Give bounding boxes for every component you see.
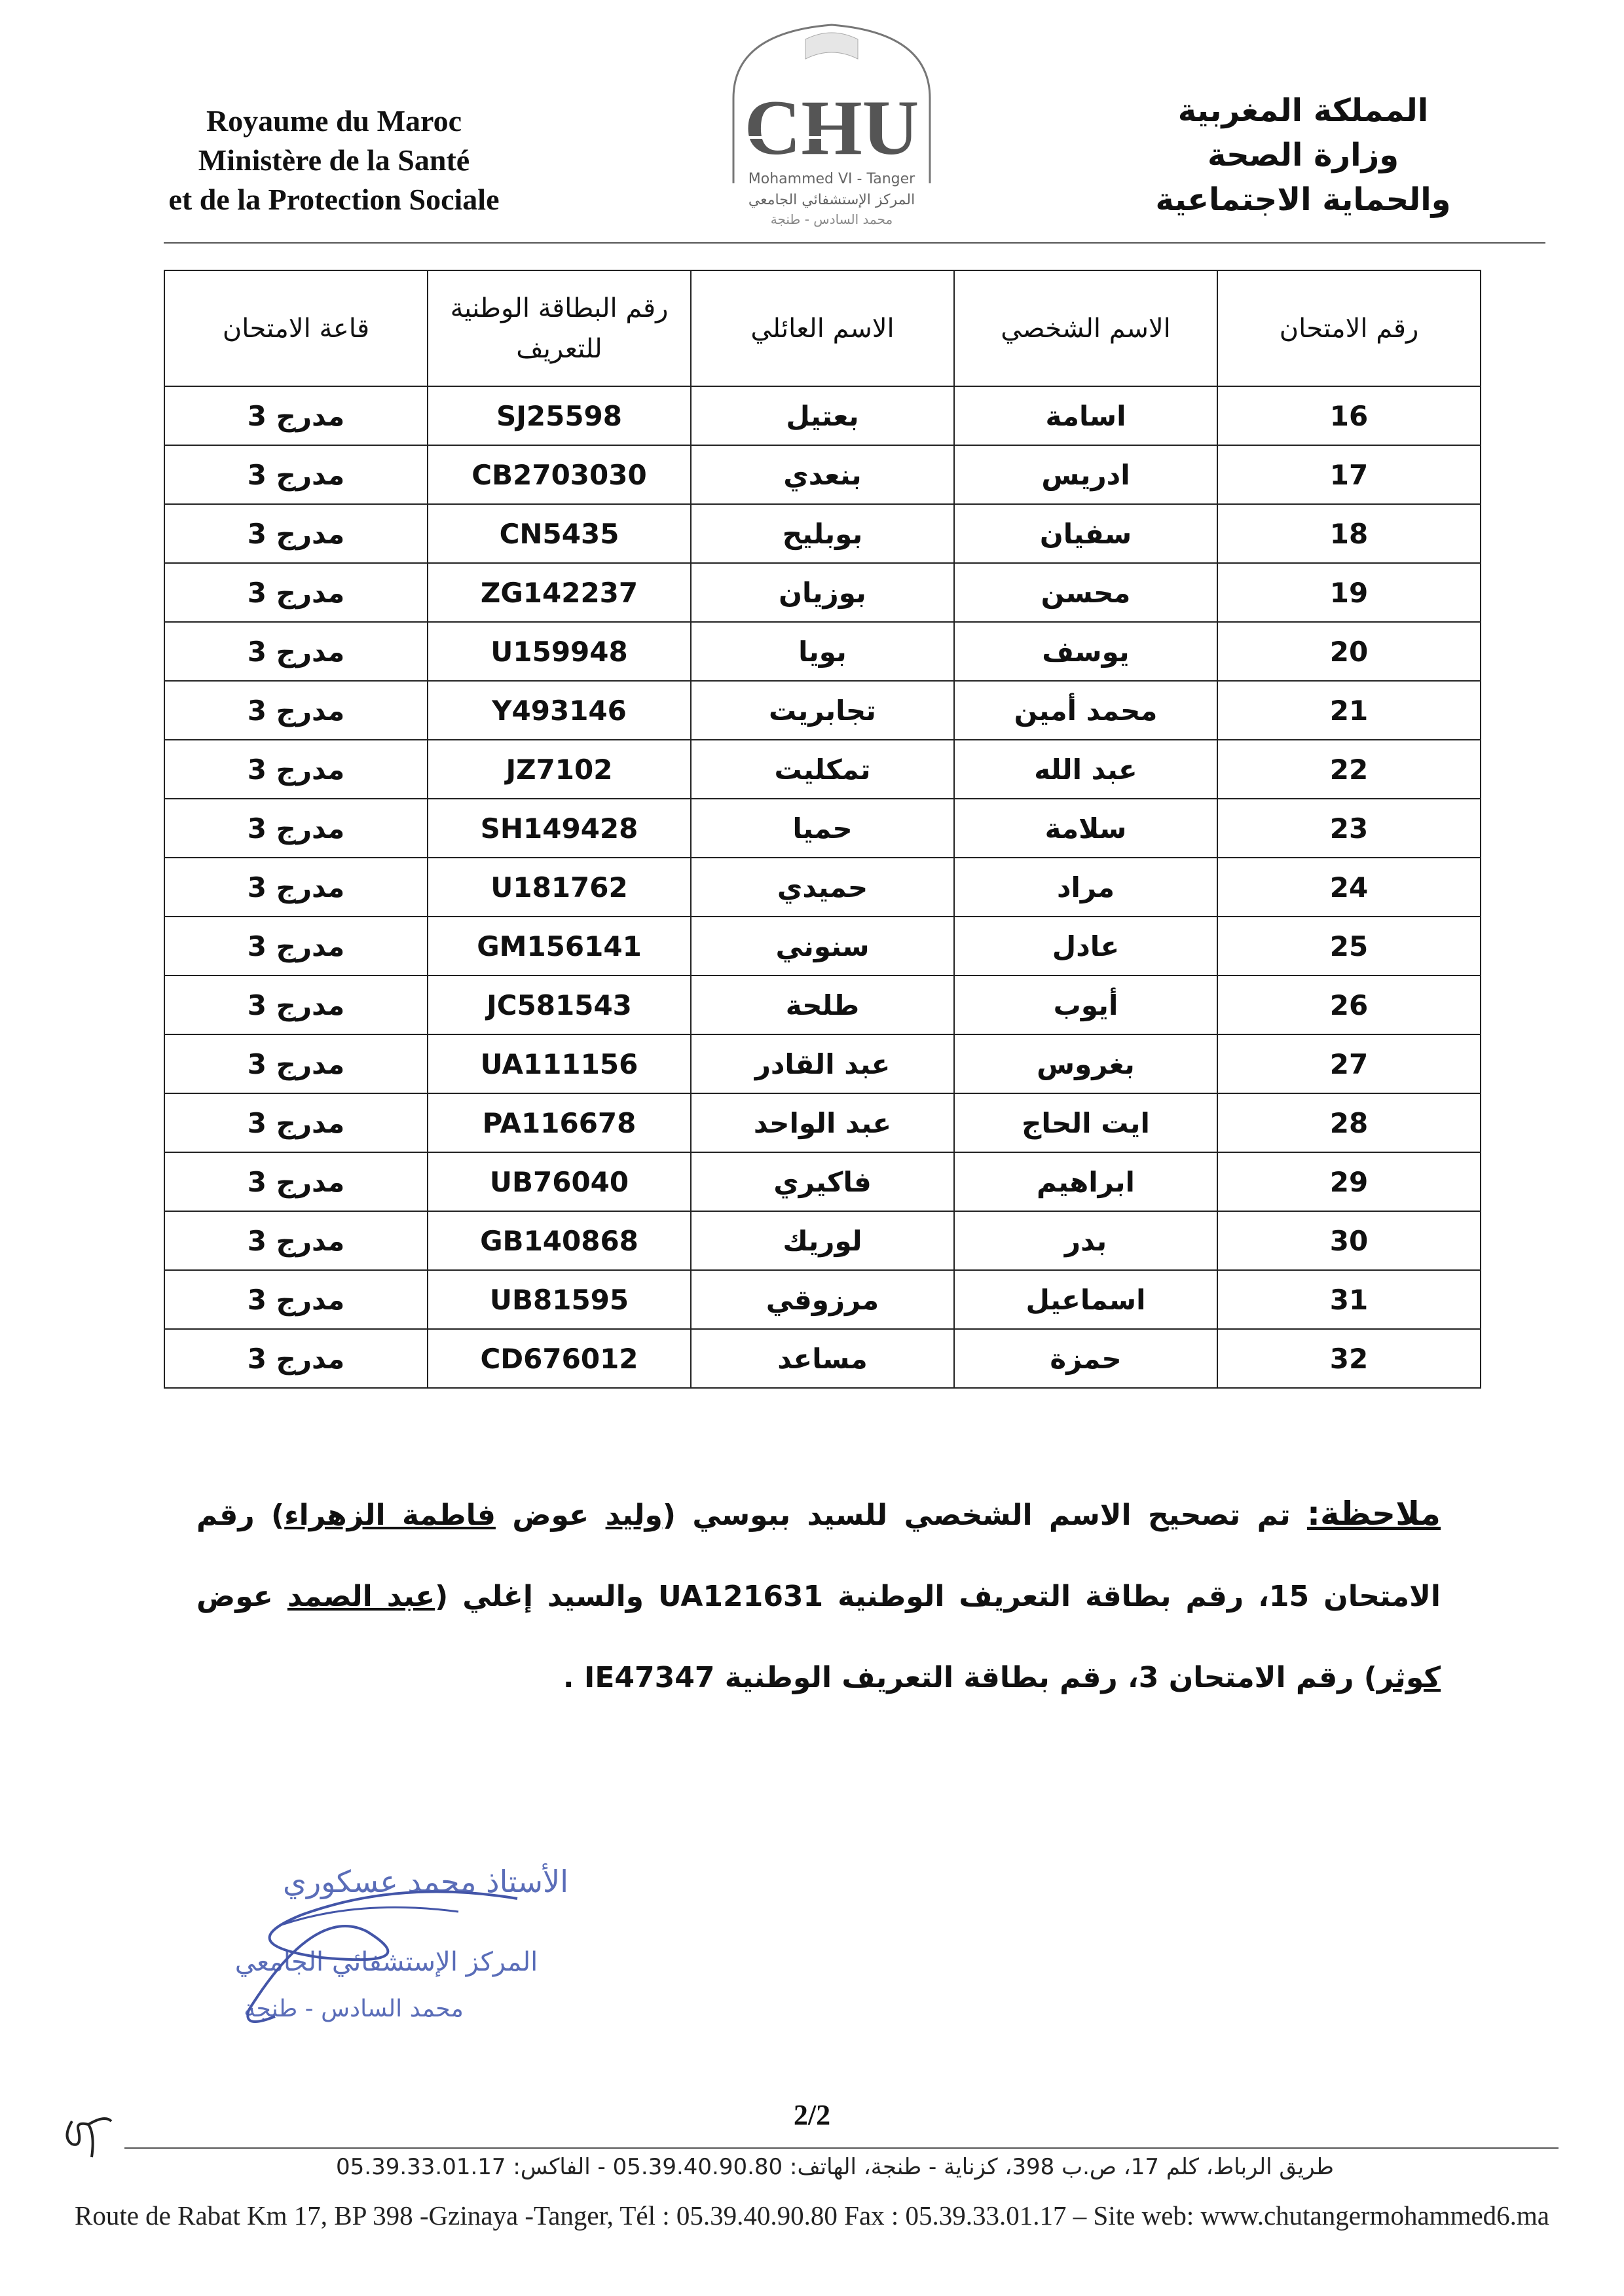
cell-first-name: بغروس: [954, 1034, 1217, 1093]
cell-family-name: بوزيان: [691, 563, 954, 622]
cell-family-name: بوبليح: [691, 504, 954, 563]
header-fr-line-2: Ministère de la Santé: [198, 143, 470, 177]
cell-national-id: U181762: [428, 858, 691, 917]
cell-family-name: بنعدي: [691, 445, 954, 504]
table-row: [164, 799, 1481, 858]
cell-exam-room: مدرج 3: [164, 1211, 428, 1270]
table-row: [164, 1329, 1481, 1388]
table-row: [164, 740, 1481, 799]
candidates-table: [164, 270, 1481, 1389]
header-ar-line-3: والحماية الاجتماعية: [1155, 181, 1451, 218]
cell-exam-number: 17: [1217, 445, 1481, 504]
cell-national-id: PA116678: [428, 1093, 691, 1152]
header-arabic: [1120, 88, 1486, 222]
cell-exam-room: مدرج 3: [164, 1152, 428, 1211]
cell-exam-number: 19: [1217, 563, 1481, 622]
page-number: 2/2: [793, 2099, 831, 2131]
note-text-3: ) رقم الامتحان 15، رقم بطاقة التعريف الوطنية UA121631 والسيد إغلي (: [196, 1499, 1441, 1613]
cell-exam-room: مدرج 3: [164, 1093, 428, 1152]
cell-exam-number: 20: [1217, 622, 1481, 681]
cell-national-id: GM156141: [428, 917, 691, 975]
cell-exam-number: 32: [1217, 1329, 1481, 1388]
cell-first-name: يوسف: [954, 622, 1217, 681]
header-french: [131, 101, 537, 219]
footer-address-french: Route de Rabat Km 17, BP 398 -Gzinaya -Tanger, Tél : 05.39.40.90.80 Fax : 05.39.33.01.17 – Site web: www.chutangermohammed6.ma: [75, 2200, 1549, 2231]
col-first-name: الاسم الشخصي: [954, 270, 1217, 386]
logo-sub-ar-2: محمد السادس - طنجة: [770, 211, 893, 227]
cell-national-id: JC581543: [428, 975, 691, 1034]
cell-exam-number: 29: [1217, 1152, 1481, 1211]
note-text-5: ) رقم الامتحان 3، رقم بطاقة التعريف الوطنية IE47347 .: [563, 1661, 1377, 1694]
cell-first-name: أيوب: [954, 975, 1217, 1034]
footer-address-arabic: طريق الرباط، كلم 17، ص.ب 398، كزناية - طنجة، الهاتف: 05.39.40.90.80 - الفاكس: 05.39.33.01.17: [336, 2154, 1334, 2180]
cell-first-name: حمزة: [954, 1329, 1217, 1388]
table-row: [164, 622, 1481, 681]
table-row: [164, 1270, 1481, 1329]
cell-exam-number: 18: [1217, 504, 1481, 563]
cell-exam-number: 31: [1217, 1270, 1481, 1329]
cell-family-name: طلحة: [691, 975, 954, 1034]
table-row: [164, 445, 1481, 504]
col-national-id: رقم البطاقة الوطنية للتعريف: [428, 270, 691, 386]
table-row: [164, 1152, 1481, 1211]
col-exam-room: قاعة الامتحان: [164, 270, 428, 386]
table-row: [164, 681, 1481, 740]
signature-stamp: [151, 1853, 609, 2056]
cell-national-id: UB76040: [428, 1152, 691, 1211]
cell-national-id: JZ7102: [428, 740, 691, 799]
header-ar-line-2: وزارة الصحة: [1207, 137, 1399, 173]
cell-exam-number: 28: [1217, 1093, 1481, 1152]
note-text-1: تم تصحيح الاسم الشخصي للسيد ببوسي (: [662, 1499, 1308, 1532]
cell-exam-room: مدرج 3: [164, 622, 428, 681]
cell-exam-room: مدرج 3: [164, 975, 428, 1034]
cell-national-id: CN5435: [428, 504, 691, 563]
header-fr-line-1: Royaume du Maroc: [206, 104, 462, 137]
cell-first-name: ايت الحاج: [954, 1093, 1217, 1152]
cell-first-name: عبد الله: [954, 740, 1217, 799]
note-name-3: عبد الصمد: [287, 1580, 435, 1613]
cell-first-name: سلامة: [954, 799, 1217, 858]
cell-exam-number: 21: [1217, 681, 1481, 740]
cell-national-id: CD676012: [428, 1329, 691, 1388]
cell-national-id: ZG142237: [428, 563, 691, 622]
cell-exam-room: مدرج 3: [164, 563, 428, 622]
col-exam-number: رقم الامتحان: [1217, 270, 1481, 386]
cell-exam-room: مدرج 3: [164, 445, 428, 504]
cell-family-name: عبد القادر: [691, 1034, 954, 1093]
cell-family-name: تمكليت: [691, 740, 954, 799]
table-row: [164, 917, 1481, 975]
cell-exam-room: مدرج 3: [164, 1270, 428, 1329]
table-row: [164, 858, 1481, 917]
cell-family-name: بعتيل: [691, 386, 954, 445]
cell-exam-number: 27: [1217, 1034, 1481, 1093]
cell-first-name: بدر: [954, 1211, 1217, 1270]
cell-exam-number: 26: [1217, 975, 1481, 1034]
cell-family-name: مساعد: [691, 1329, 954, 1388]
cell-family-name: حميا: [691, 799, 954, 858]
cell-family-name: حميدي: [691, 858, 954, 917]
cell-national-id: CB2703030: [428, 445, 691, 504]
cell-exam-room: مدرج 3: [164, 504, 428, 563]
cell-exam-room: مدرج 3: [164, 740, 428, 799]
cell-exam-room: مدرج 3: [164, 1329, 428, 1388]
cell-exam-number: 30: [1217, 1211, 1481, 1270]
header-fr-line-3: et de la Protection Sociale: [168, 183, 500, 216]
note-text-4: عوض: [196, 1580, 287, 1613]
col-family-name: الاسم العائلي: [691, 270, 954, 386]
cell-family-name: سنوني: [691, 917, 954, 975]
table-row: [164, 975, 1481, 1034]
note-name-2: فاطمة الزهراء: [284, 1499, 496, 1532]
initials-signature: [59, 2108, 118, 2167]
chu-logo: [707, 20, 956, 236]
logo-sub-ar-1: المركز الإستشفائي الجامعي: [748, 192, 915, 208]
cell-family-name: تجابريت: [691, 681, 954, 740]
logo-sub-fr: Mohammed VI - Tanger: [748, 171, 915, 187]
cell-first-name: اسماعيل: [954, 1270, 1217, 1329]
cell-first-name: محسن: [954, 563, 1217, 622]
cell-first-name: اسامة: [954, 386, 1217, 445]
note-label: ملاحظة:: [1307, 1495, 1441, 1533]
header-divider: [164, 242, 1545, 244]
cell-exam-number: 23: [1217, 799, 1481, 858]
footer-divider: [124, 2147, 1559, 2149]
cell-family-name: عبد الواحد: [691, 1093, 954, 1152]
cell-exam-number: 16: [1217, 386, 1481, 445]
cell-national-id: UB81595: [428, 1270, 691, 1329]
cell-exam-room: مدرج 3: [164, 799, 428, 858]
cell-first-name: سفيان: [954, 504, 1217, 563]
cell-exam-number: 22: [1217, 740, 1481, 799]
cell-first-name: ادريس: [954, 445, 1217, 504]
table-row: [164, 1093, 1481, 1152]
table-header-row: [164, 270, 1481, 386]
note-text-2: عوض: [495, 1499, 606, 1532]
cell-national-id: SJ25598: [428, 386, 691, 445]
stamp-line-3: محمد السادس - طنجة: [244, 1995, 464, 2022]
cell-exam-room: مدرج 3: [164, 386, 428, 445]
cell-family-name: لوريك: [691, 1211, 954, 1270]
cell-exam-room: مدرج 3: [164, 917, 428, 975]
cell-national-id: UA111156: [428, 1034, 691, 1093]
cell-national-id: GB140868: [428, 1211, 691, 1270]
stamp-line-2: المركز الإستشفائي الجامعي: [234, 1947, 538, 1977]
table-row: [164, 563, 1481, 622]
cell-first-name: ابراهيم: [954, 1152, 1217, 1211]
cell-first-name: مراد: [954, 858, 1217, 917]
note-name-4: كوثر: [1376, 1661, 1441, 1694]
cell-exam-room: مدرج 3: [164, 681, 428, 740]
cell-exam-room: مدرج 3: [164, 1034, 428, 1093]
correction-note: [196, 1473, 1441, 1719]
cell-exam-number: 25: [1217, 917, 1481, 975]
table-row: [164, 1034, 1481, 1093]
table-row: [164, 504, 1481, 563]
cell-first-name: محمد أمين: [954, 681, 1217, 740]
cell-national-id: Y493146: [428, 681, 691, 740]
cell-family-name: فاكيري: [691, 1152, 954, 1211]
stamp-line-1: الأستاذ محمد عسكوري: [282, 1864, 569, 1899]
cell-national-id: U159948: [428, 622, 691, 681]
cell-national-id: SH149428: [428, 799, 691, 858]
note-name-1: وليد: [605, 1499, 663, 1532]
cell-exam-number: 24: [1217, 858, 1481, 917]
cell-family-name: بويا: [691, 622, 954, 681]
logo-mark: CHU: [744, 84, 919, 171]
table-row: [164, 386, 1481, 445]
header-ar-line-1: المملكة المغربية: [1177, 92, 1429, 129]
cell-first-name: عادل: [954, 917, 1217, 975]
table-row: [164, 1211, 1481, 1270]
cell-family-name: مرزوقي: [691, 1270, 954, 1329]
cell-exam-room: مدرج 3: [164, 858, 428, 917]
